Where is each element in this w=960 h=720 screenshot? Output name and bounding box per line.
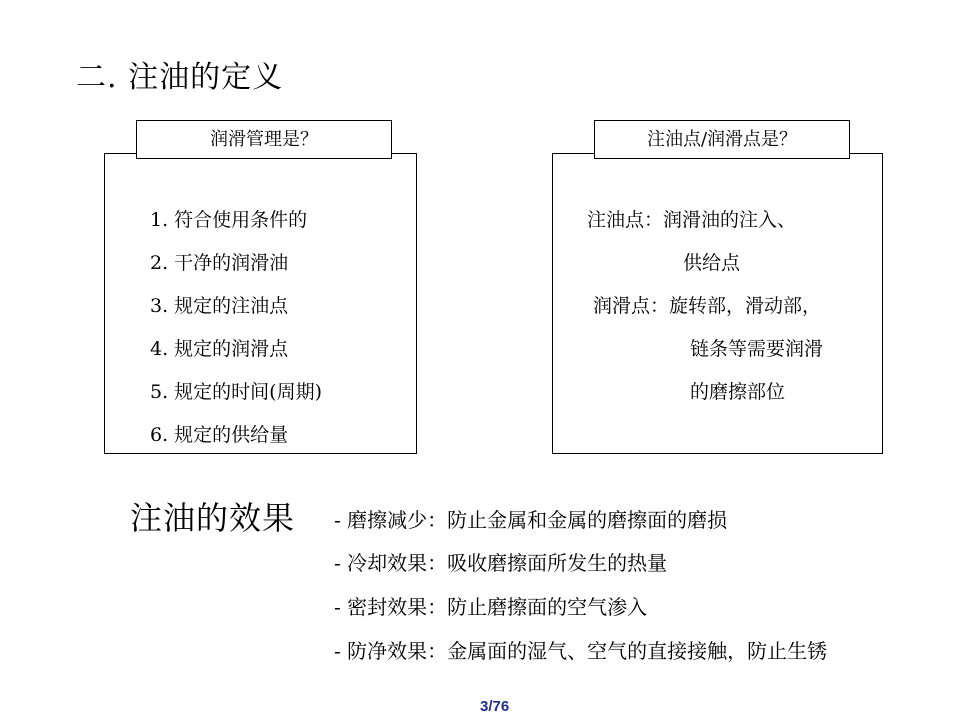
management-item-6: 6. 规定的供给量 — [150, 424, 289, 446]
lubrication-point-definition-cont-2: 的磨擦部位 — [690, 381, 786, 403]
management-item-4: 4. 规定的润滑点 — [150, 338, 289, 360]
management-item-2: 2. 干净的润滑油 — [150, 252, 289, 274]
effect-item-4: - 防净效果：金属面的湿气、空气的直接接触，防止生锈 — [334, 639, 828, 663]
management-item-3: 3. 规定的注油点 — [150, 295, 289, 317]
slide-title: 二. 注油的定义 — [76, 60, 284, 95]
lubrication-management-label: 润滑管理是？ — [136, 120, 392, 159]
management-item-5: 5. 规定的时间(周期) — [150, 381, 322, 403]
effect-item-2: - 冷却效果：吸收磨擦面所发生的热量 — [334, 551, 668, 575]
oiling-point-label: 注油点/润滑点是？ — [594, 120, 850, 159]
effects-title: 注油的效果 — [130, 499, 296, 537]
page-number: 3/76 — [480, 698, 510, 715]
effect-item-3: - 密封效果：防止磨擦面的空气渗入 — [334, 595, 648, 619]
effect-item-1: - 磨擦减少：防止金属和金属的磨擦面的磨损 — [334, 508, 728, 532]
lubrication-point-definition: 润滑点：旋转部，滑动部， — [593, 295, 822, 317]
oiling-point-definition-cont: 供给点 — [683, 252, 741, 274]
lubrication-point-definition-cont-1: 链条等需要润滑 — [690, 338, 824, 360]
oiling-point-definition: 注油点：润滑油的注入、 — [587, 209, 797, 231]
management-item-1: 1. 符合使用条件的 — [150, 209, 308, 231]
